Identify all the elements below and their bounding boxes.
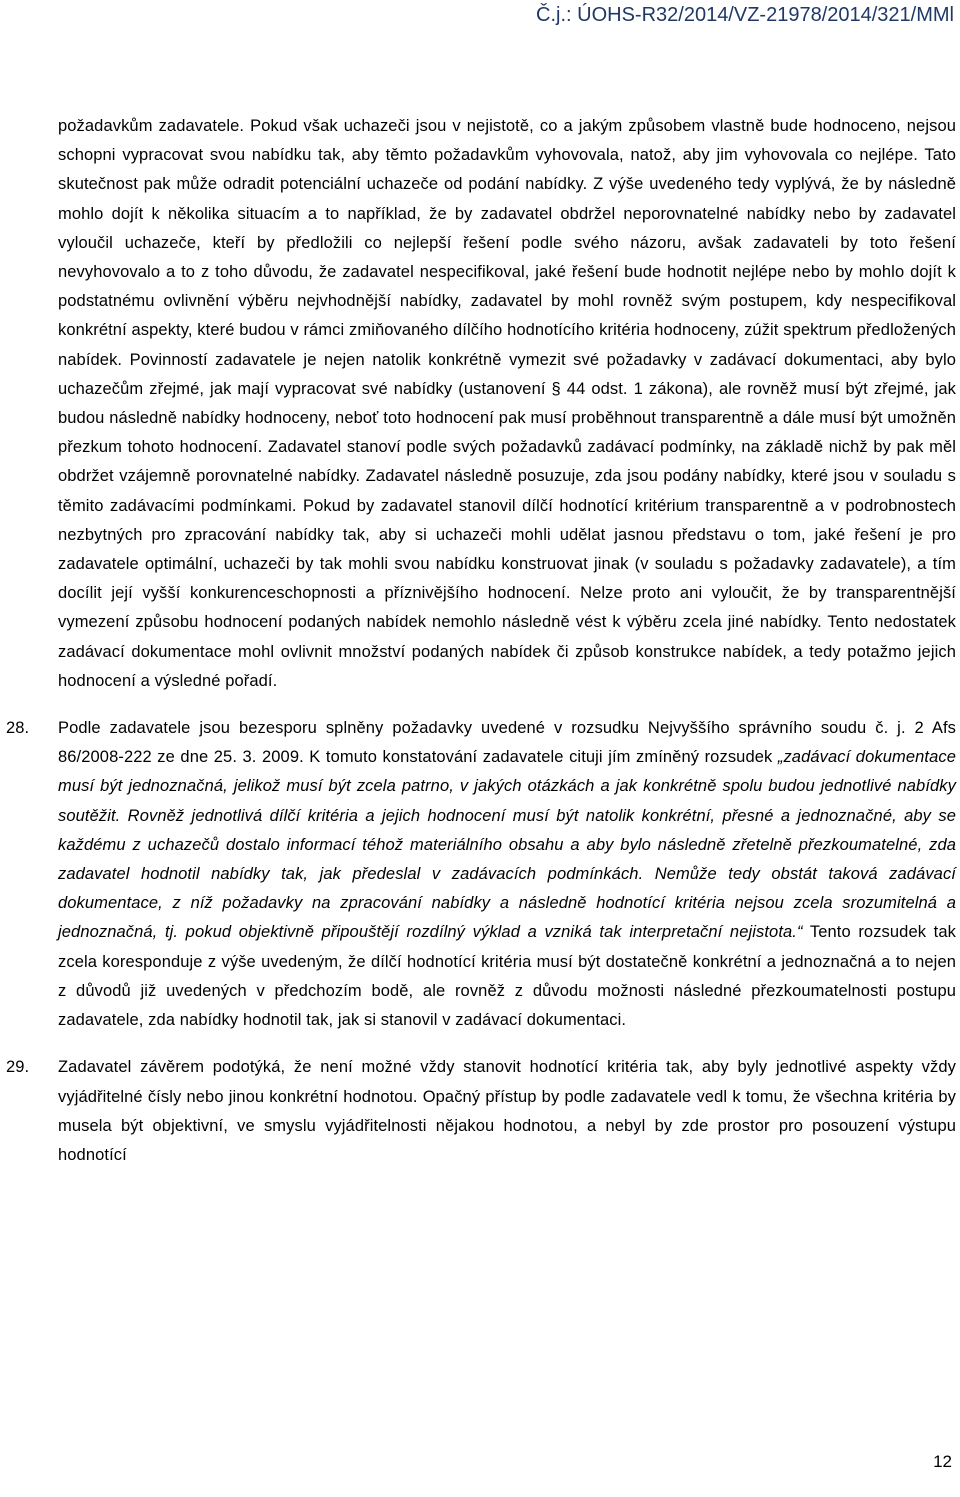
paragraph-text: Zadavatel závěrem podotýká, že není možné vždy stanovit hodnotící kritéria tak, aby byly jednotlivé aspekty vždy vyjádřitelné čísly nebo jinou konkrétní hodnotou. Opačný přístup by podle zadavatele vedl k tomu, že všechna kritéria by musela být objektivní, ve smyslu vyjádřitelnosti nějakou hodnotou, a nebyl by zde prostor pro posouzení výstupu hodnotící: [58, 1058, 956, 1164]
document-reference-number: Č.j.: ÚOHS-R32/2014/VZ-21978/2014/321/MMl: [536, 4, 954, 26]
paragraph-text: Podle zadavatele jsou bezesporu splněny požadavky uvedené v rozsudku Nejvyššího správního soudu č. j. 2 Afs 86/2008-222 ze dne 25. 3. 2009. K tomuto konstatování zadavatele cituji jím zmíněný rozsudek: [58, 719, 956, 767]
court-ruling-quote: „zadávací dokumentace musí být jednoznačná, jelikož musí být zcela patrno, v jakých otázkách a jak konkrétně spolu budou jednotlivé nabídky soutěžit. Rovněž jednotlivá dílčí kritéria a jejich hodnocení musí být natolik konkrétní, přesné a jednoznačné, aby se každému z uchazečů dostalo informací téhož materiálního obsahu a aby bylo následně zřetelně přezkoumatelné, zda zadavatel hodnotil nabídky tak, jak předeslal v zadávacích podmínkách. Nemůže tedy obstát taková zadávací dokumentace, z níž požadavky na zpracování nabídky a následně hodnotící kritéria nejsou zcela srozumitelná a jednoznačná, tj. pokud objektivně připouštějí rozdílný výklad a vzniká tak interpretační nejistota.“: [58, 748, 956, 942]
paragraph-number: 29.: [6, 1058, 30, 1077]
paragraph-text: požadavkům zadavatele. Pokud však uchazeči jsou v nejistotě, co a jakým způsobem vlastně bude hodnoceno, nejsou schopni vypracovat svou nabídku tak, aby těmto požadavkům vyhovovala, natož, aby jim vyhovovala co nejlépe. Tato skutečnost pak může odradit potenciální uchazeče od podání nabídky. Z výše uvedeného tedy vyplývá, že by následně mohlo dojít k několika situacím a to například, že by zadavatel obdržel neporovnatelné nabídky nebo by zadavatel vyloučil uchazeče, kteří by předložili co nejlepší řešení podle svého názoru, avšak zadavateli by toto řešení nevyhovovalo a to z toho důvodu, že zadavatel nespecifikoval, jaké řešení bude hodnotit nejlépe nebo by mohlo dojít k podstatnému ovlivnění výběru nejvhodnější nabídky, zadavatel by mohl rovněž svým postupem, kdy nespecifikoval konkrétní aspekty, které budou v rámci zmiňovaného dílčího hodnotícího kritéria hodnoceny, zúžit spektrum předložených nabídek. Povinností zadavatele je nejen natolik konkrétně vymezit své požadavky v zadávací dokumentaci, aby bylo uchazečům zřejmé, jak mají vypracovat své nabídky (ustanovení § 44 odst. 1 zákona), ale rovněž musí být zřejmé, jak budou následně nabídky hodnoceny, neboť toto hodnocení pak musí proběhnout transparentně a dále musí být umožněn přezkum tohoto hodnocení. Zadavatel stanoví podle svých požadavků zadávací podmínky, na základě nichž by pak měl obdržet vzájemně porovnatelné nabídky. Zadavatel následně posuzuje, zda jsou podány nabídky, které jsou v souladu s těmito zadávacími podmínkami. Pokud by zadavatel stanovil dílčí hodnotící kritérium transparentně a v podrobnostech nezbytných pro zpracování nabídky tak, aby si uchazeči mohli udělat jasnou představu o tom, jaké řešení je pro zadavatele optimální, uchazeči by tak mohli svou nabídku konstruovat jinak (v souladu s požadavky zadavatele), a tím docílit její vyšší konkurenceschopnosti a příznivějšího hodnocení. Nelze proto ani vyloučit, že by transparentnější vymezení způsobu hodnocení podaných nabídek nemohlo následně vést k výběru zcela jiné nabídky. Tento nedostatek zadávací dokumentace mohl ovlivnit množství podaných nabídek či způsob konstrukce nabídek, a tedy potažmo jejich hodnocení a výsledné pořadí.: [58, 117, 956, 690]
paragraph-29: [6, 1053, 956, 1170]
paragraph-number: 28.: [6, 719, 30, 738]
paragraph-28: [6, 714, 956, 1035]
paragraph-text: Tento rozsudek tak zcela koresponduje z výše uvedeným, že dílčí hodnotící kritéria musí být dostatečně konkrétní a jednoznačná a to nejen z důvodů již uvedených v předchozím bodě, ale rovněž z důvodu možnosti následné přezkoumatelnosti postupu zadavatele, zda nabídky hodnotil tak, jak si stanovil v zadávací dokumentaci.: [58, 923, 956, 1030]
page-number: 12: [933, 1452, 952, 1471]
document-body: [0, 112, 960, 1170]
paragraph-continuation: [58, 112, 956, 696]
